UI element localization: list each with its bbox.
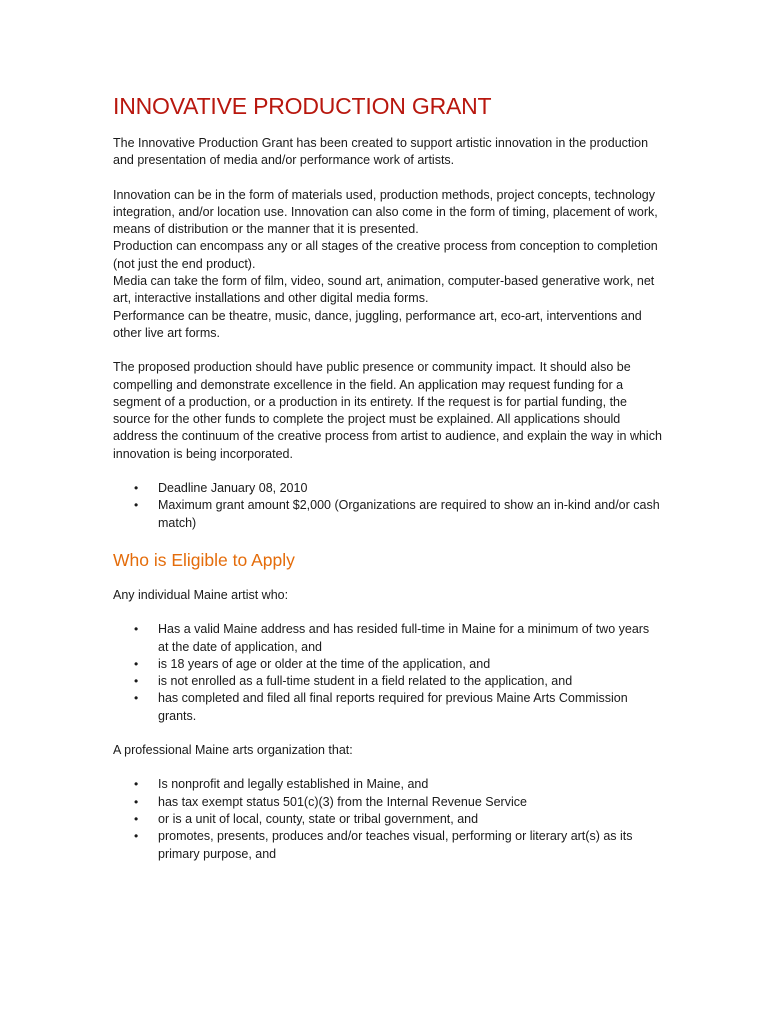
eligibility-heading: Who is Eligible to Apply [113,549,295,570]
organization-intro: A professional Maine arts organization that: [113,743,353,758]
definition-text: can be in the form of materials used, production methods, project concepts, technology integration, and/or location use. Innovation can also come in the form of timing, placement of work, means of distribution or the manner that it is presented. [113,187,658,237]
definitions-block [113,187,663,343]
bullet-icon: • [134,656,139,671]
bullet-icon: • [134,794,139,809]
definition-innovation [113,187,663,239]
bullet-icon: • [134,691,139,706]
list-item: • or is a unit of local, county, state or tribal government, and [113,811,663,828]
list-item: • promotes, presents, produces and/or teaches visual, performing or literary art(s) as its primary purpose, and [134,829,633,861]
definition-text: can encompass any or all stages of the creative process from conception to completion (not just the end product). [113,239,658,271]
list-item: • is not enrolled as a full-time student in a field related to the application, and [113,673,663,690]
list-item: • Deadline January 08, 2010 [113,480,663,497]
bullet-icon: • [134,674,139,689]
bullet-icon: • [134,811,139,826]
individual-intro: Any individual Maine artist who: [113,587,289,602]
bullet-icon: • [134,498,139,513]
definition-text: can take the form of film, video, sound art, animation, computer-based generative work, net art, interactive installations and other digital media forms. [113,274,655,306]
definition-production [113,238,663,273]
list-item: • has completed and filed all final reports required for previous Maine Arts Commission grants. [134,691,628,723]
definition-term: Innovation [113,187,171,202]
list-item: • is 18 years of age or older at the time of the application, and [113,656,663,673]
bullet-icon: • [134,622,139,637]
document-page [113,92,663,863]
bullet-icon: • [134,829,139,844]
bullet-icon: • [134,481,139,496]
proposal-paragraph: The proposed production should have public presence or community impact. It should also be compelling and demonstrate excellence in the field. An application may request funding for a segment of a production, or a production in its entirety. If the request is for partial funding, the source for the other funds to complete the project must be explained. All applications should address the continuum of the creative process from artist to audience, and explain the way in which innovation is being incorporated. [113,360,662,461]
key-facts-list [113,480,663,532]
definition-term: Production [113,239,173,254]
definition-term: Performance [113,308,185,323]
page-title: INNOVATIVE PRODUCTION GRANT [113,93,492,119]
definition-performance [113,308,663,343]
definition-text: can be theatre, music, dance, juggling, performance art, eco-art, interventions and other live art forms. [113,308,642,340]
list-item: • Is nonprofit and legally established in Maine, and [113,776,663,793]
individual-criteria-list [113,621,663,725]
intro-paragraph: The Innovative Production Grant has been created to support artistic innovation in the production and presentation of media and/or performance work of artists. [113,136,649,168]
definition-term: Media [113,274,148,289]
list-item: • Has a valid Maine address and has resided full-time in Maine for a minimum of two years at the date of application, and [134,622,650,654]
bullet-icon: • [134,777,139,792]
definition-media [113,273,663,308]
list-item: • Maximum grant amount $2,000 (Organizations are required to show an in-kind and/or cash match) [134,498,660,530]
list-item: • has tax exempt status 501(c)(3) from the Internal Revenue Service [113,794,663,811]
organization-criteria-list [113,776,663,862]
